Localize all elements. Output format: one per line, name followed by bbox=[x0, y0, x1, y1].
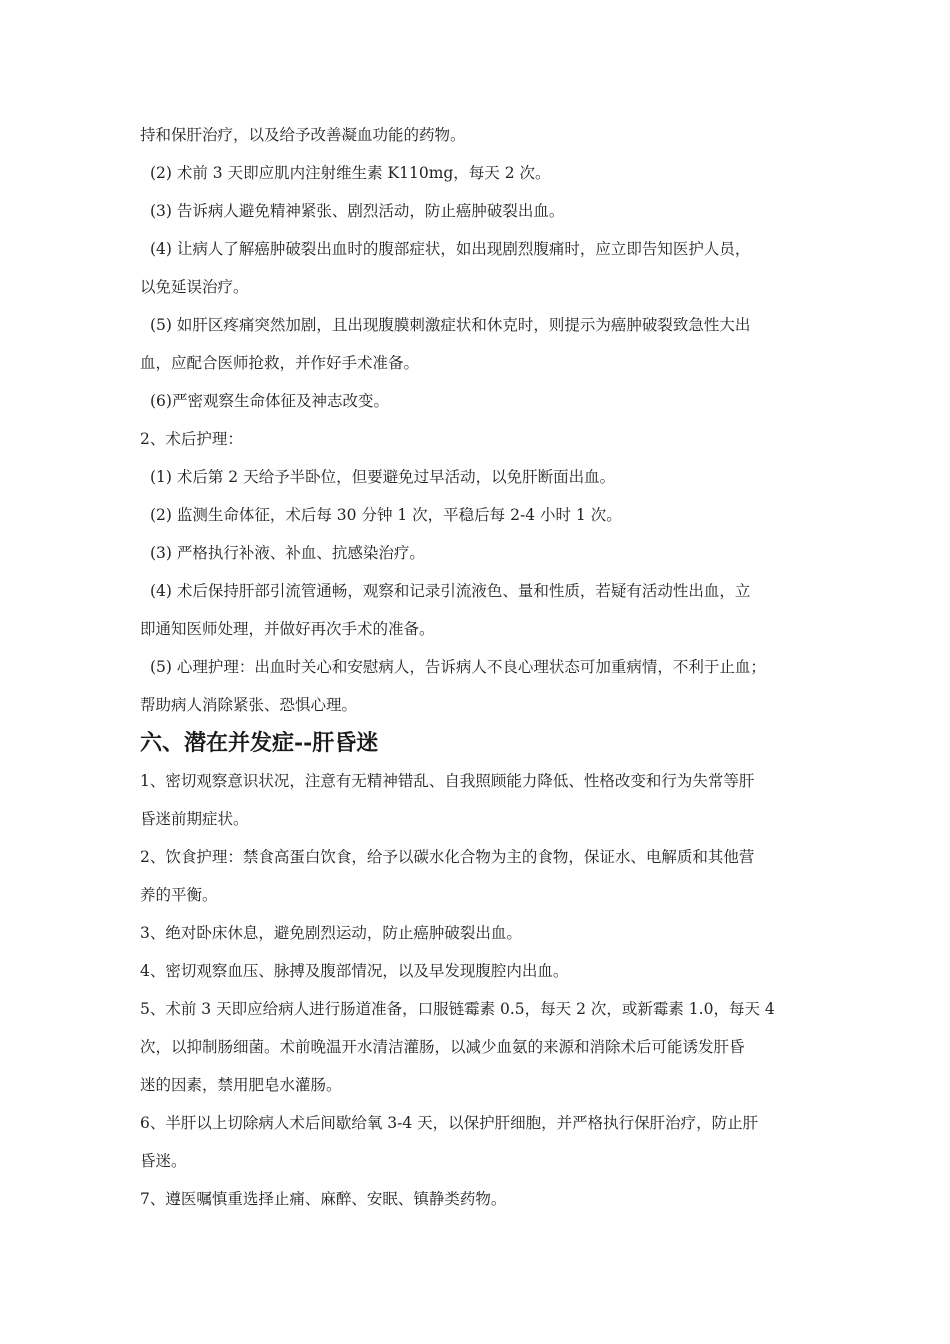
paragraph-line: 以免延误治疗。 bbox=[140, 278, 249, 296]
paragraph-line: 迷的因素，禁用肥皂水灌肠。 bbox=[140, 1076, 342, 1094]
paragraph-line: 次，以抑制肠细菌。术前晚温开水清洁灌肠，以减少血氨的来源和消除术后可能诱发肝昏 bbox=[140, 1038, 745, 1056]
paragraph-line: (4) 术后保持肝部引流管通畅，观察和记录引流液色、量和性质，若疑有活动性出血，立 bbox=[150, 582, 751, 600]
paragraph-line: 持和保肝治疗，以及给予改善凝血功能的药物。 bbox=[140, 126, 466, 144]
paragraph-line: (3) 告诉病人避免精神紧张、剧烈活动，防止癌肿破裂出血。 bbox=[150, 202, 565, 220]
paragraph-line: 即通知医师处理，并做好再次手术的准备。 bbox=[140, 620, 435, 638]
paragraph-line: 2、饮食护理：禁食高蛋白饮食，给予以碳水化合物为主的食物，保证水、电解质和其他营 bbox=[140, 848, 755, 866]
paragraph-line: (4) 让病人了解癌肿破裂出血时的腹部症状，如出现剧烈腹痛时，应立即告知医护人员， bbox=[150, 240, 751, 258]
paragraph-line: 4、密切观察血压、脉搏及腹部情况，以及早发现腹腔内出血。 bbox=[140, 962, 569, 980]
paragraph-line: (3) 严格执行补液、补血、抗感染治疗。 bbox=[150, 544, 425, 562]
document-page bbox=[140, 116, 820, 1218]
paragraph-line: 血，应配合医师抢救，并作好手术准备。 bbox=[140, 354, 420, 372]
paragraph-line: 昏迷前期症状。 bbox=[140, 810, 249, 828]
paragraph-line: 1、密切观察意识状况，注意有无精神错乱、自我照顾能力降低、性格改变和行为失常等肝 bbox=[140, 772, 755, 790]
paragraph-line: 帮助病人消除紧张、恐惧心理。 bbox=[140, 696, 358, 714]
paragraph-line: (2) 监测生命体征，术后每 30 分钟 1 次，平稳后每 2-4 小时 1 次。 bbox=[150, 506, 622, 524]
paragraph-line: (6)严密观察生命体征及神志改变。 bbox=[150, 392, 389, 410]
paragraph-line: (1) 术后第 2 天给予半卧位，但要避免过早活动，以免肝断面出血。 bbox=[150, 468, 616, 486]
paragraph-line: 7、遵医嘱慎重选择止痛、麻醉、安眠、镇静类药物。 bbox=[140, 1190, 507, 1208]
paragraph-line: 2、术后护理： bbox=[140, 430, 243, 448]
paragraph-line: (5) 如肝区疼痛突然加剧，且出现腹膜刺激症状和休克时，则提示为癌肿破裂致急性大出 bbox=[150, 316, 751, 334]
paragraph-line: (2) 术前 3 天即应肌内注射维生素 K110mg，每天 2 次。 bbox=[150, 164, 551, 182]
paragraph-line: 5、术前 3 天即应给病人进行肠道准备，口服链霉素 0.5，每天 2 次，或新霉素 1.0，每天 4 bbox=[140, 1000, 775, 1018]
paragraph-line: (5) 心理护理：出血时关心和安慰病人，告诉病人不良心理状态可加重病情，不利于止血； bbox=[150, 658, 766, 676]
paragraph-line: 3、绝对卧床休息，避免剧烈运动，防止癌肿破裂出血。 bbox=[140, 924, 522, 942]
paragraph-line: 养的平衡。 bbox=[140, 886, 218, 904]
paragraph-line: 6、半肝以上切除病人术后间歇给氧 3-4 天，以保护肝细胞，并严格执行保肝治疗，防止肝 bbox=[140, 1114, 759, 1132]
section-heading: 六、潜在并发症--肝昏迷 bbox=[140, 730, 379, 756]
paragraph-line: 昏迷。 bbox=[140, 1152, 187, 1170]
